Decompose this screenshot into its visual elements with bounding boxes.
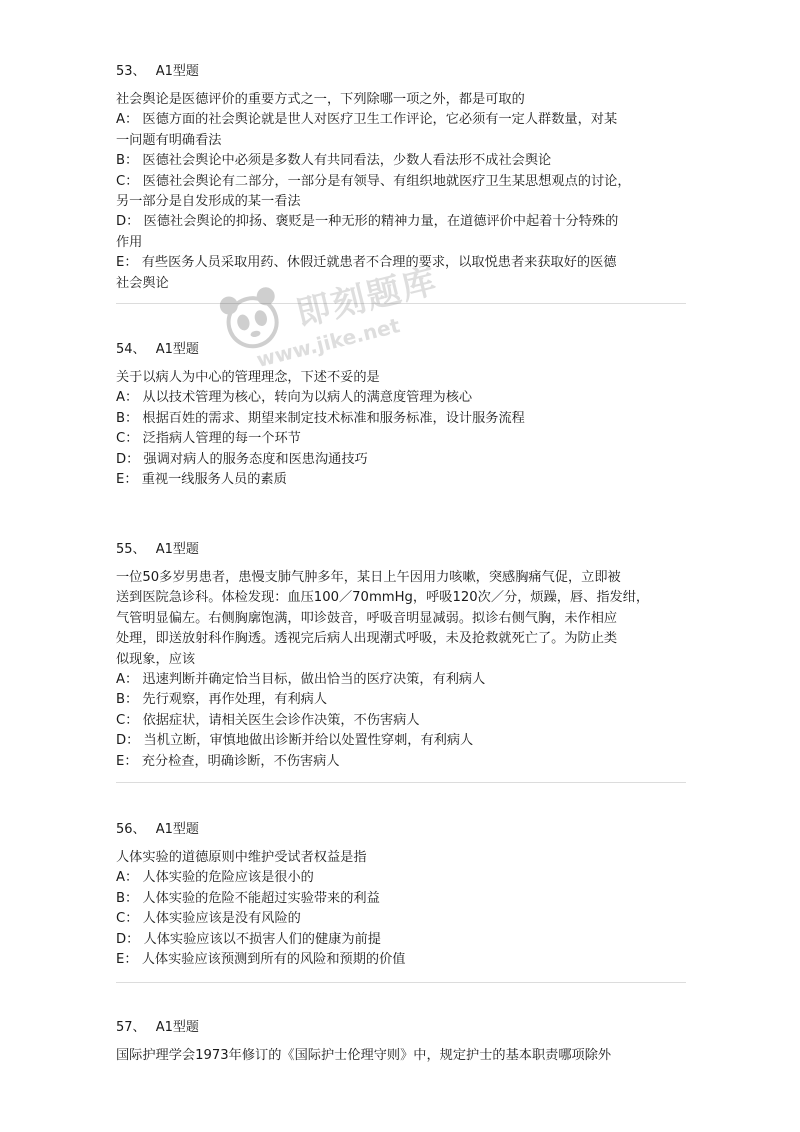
question-stem-cont: 气管明显偏左。右侧胸廓饱满，叩诊鼓音，呼吸音明显减弱。拟诊右侧气胸，未作相应 (116, 610, 618, 626)
option-d-cont: 作用 (116, 234, 143, 250)
question-header (116, 62, 686, 82)
divider (116, 982, 686, 983)
question-number: 57、 (116, 1020, 146, 1035)
question-stem-cont: 似现象，应该 (116, 651, 196, 667)
question-type: A1型题 (155, 64, 199, 79)
option-c-cont: 另一部分是自发形成的某一看法 (116, 194, 301, 210)
question-header (116, 820, 686, 840)
option-c: C： 泛指病人管理的每一个环节 (116, 431, 301, 447)
option-a: A： 从以技术管理为核心，转向为以病人的满意度管理为核心 (116, 390, 473, 406)
question-55 (116, 540, 686, 772)
option-b: B： 医德社会舆论中必须是多数人有共同看法，少数人看法形不成社会舆论 (116, 153, 552, 169)
watermark-text: 即刻题库 (292, 260, 442, 335)
option-a: A： 迅速判断并确定恰当目标，做出恰当的医疗决策，有利病人 (116, 672, 486, 688)
question-56 (116, 820, 686, 970)
option-d: D： 强调对病人的服务态度和医患沟通技巧 (116, 451, 368, 467)
question-header (116, 540, 686, 560)
option-c: C： 医德社会舆论有二部分，一部分是有领导、有组织地就医疗卫生某思想观点的讨论， (116, 173, 631, 189)
option-e: E： 人体实验应该预测到所有的风险和预期的价值 (116, 952, 406, 968)
question-number: 54、 (116, 342, 146, 357)
option-e: E： 充分检查，明确诊断，不伤害病人 (116, 753, 340, 769)
question-stem: 一位50多岁男患者，患慢支肺气肿多年，某日上午因用力咳嗽，突感胸痛气促，立即被 (116, 570, 621, 585)
option-d: D： 当机立断，审慎地做出诊断并给以处置性穿刺，有利病人 (116, 733, 474, 749)
question-type: A1型题 (155, 342, 199, 357)
question-53 (116, 62, 686, 294)
divider (116, 303, 686, 304)
question-header (116, 340, 686, 360)
question-54 (116, 340, 686, 490)
option-c: C： 依据症状，请相关医生会诊作决策，不伤害病人 (116, 712, 420, 728)
question-number: 55、 (116, 542, 146, 557)
option-a: A： 医德方面的社会舆论就是世人对医疗卫生工作评论，它必须有一定人群数量，对某 (116, 112, 618, 128)
option-d: D： 人体实验应该以不损害人们的健康为前提 (116, 931, 381, 947)
option-c: C： 人体实验应该是没有风险的 (116, 911, 301, 927)
option-e-cont: 社会舆论 (116, 275, 169, 291)
question-57 (116, 1018, 686, 1066)
question-stem: 关于以病人为中心的管理理念，下述不妥的是 (116, 370, 380, 385)
question-stem: 社会舆论是医德评价的重要方式之一，下列除哪一项之外，都是可取的 (116, 92, 525, 107)
question-header (116, 1018, 686, 1038)
option-b: B： 根据百姓的需求、期望来制定技术标准和服务标准，设计服务流程 (116, 410, 525, 426)
question-type: A1型题 (155, 542, 199, 557)
divider (116, 782, 686, 783)
question-stem-cont: 送到医院急诊科。体检发现：血压100／70mmHg，呼吸120次／分，烦躁，唇、指发绀， (116, 590, 650, 606)
option-a-cont: 一问题有明确看法 (116, 132, 222, 148)
question-stem-cont: 处理，即送放射科作胸透。透视完后病人出现潮式呼吸，未及抢救就死亡了。为防止类 (116, 631, 618, 647)
question-stem: 人体实验的道德原则中维护受试者权益是指 (116, 850, 367, 865)
question-type: A1型题 (155, 822, 199, 837)
question-number: 53、 (116, 64, 146, 79)
option-b: B： 先行观察，再作处理，有利病人 (116, 692, 328, 708)
watermark-url: www.jike.net (254, 313, 403, 372)
question-number: 56、 (116, 822, 146, 837)
question-stem: 国际护理学会1973年修订的《国际护士伦理守则》中，规定护士的基本职责哪项除外 (116, 1048, 612, 1063)
option-e: E： 重视一线服务人员的素质 (116, 472, 287, 488)
option-d: D： 医德社会舆论的抑扬、褒贬是一种无形的精神力量，在道德评价中起着十分特殊的 (116, 214, 619, 230)
option-e: E： 有些医务人员采取用药、休假迁就患者不合理的要求，以取悦患者来获取好的医德 (116, 255, 617, 271)
option-b: B： 人体实验的危险不能超过实验带来的利益 (116, 890, 380, 906)
option-a: A： 人体实验的危险应该是很小的 (116, 870, 314, 886)
question-type: A1型题 (155, 1020, 199, 1035)
